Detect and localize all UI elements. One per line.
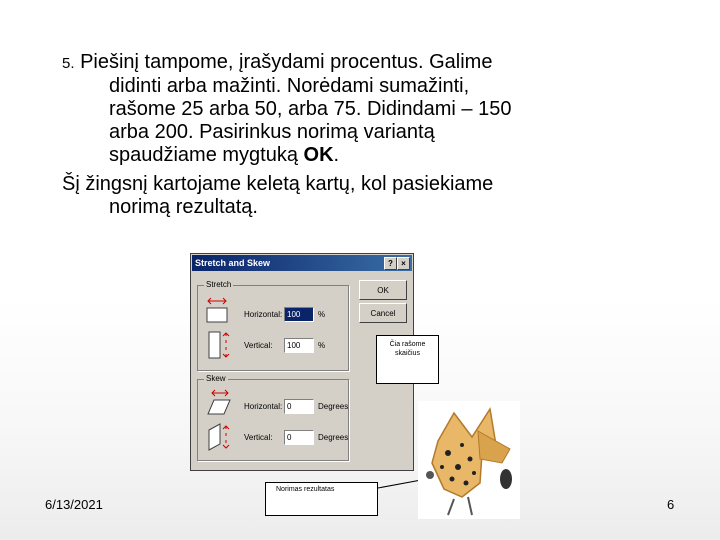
help-button[interactable]: ? [384, 257, 397, 270]
line-1-text: Piešinį tampome, įrašydami procentus. Galime [80, 51, 493, 73]
stretch-vertical-label: Vertical: [244, 341, 273, 350]
close-button[interactable]: × [397, 257, 410, 270]
item-number: 5. [62, 55, 75, 72]
ok-button[interactable]: OK [359, 280, 407, 300]
skew-group [197, 374, 349, 461]
stretch-vertical-unit: % [318, 341, 326, 350]
stretch-horizontal-label: Horizontal: [244, 310, 283, 319]
footer-date: 6/13/2021 [45, 497, 103, 512]
result-picture [418, 401, 520, 519]
footer-page-number: 6 [667, 497, 675, 512]
skew-horizontal-icon [206, 388, 232, 416]
stretch-horizontal-icon [206, 296, 228, 324]
skew-vertical-input[interactable]: 0 [284, 430, 314, 445]
stretch-vertical-input[interactable]: 100 [284, 338, 314, 353]
skew-vertical-unit: Degrees [318, 433, 349, 442]
skew-horizontal-input[interactable]: 0 [284, 399, 314, 414]
dialog-titlebar [192, 255, 412, 271]
line-5-prefix: spaudžiame mygtuką [109, 144, 298, 166]
stretch-horizontal-unit: % [318, 310, 326, 319]
ok-emphasis: OK [303, 144, 334, 166]
skew-vertical-icon [206, 422, 232, 452]
callout-numbers: Čia rašome skaičius [376, 335, 439, 384]
stretch-group-label: Stretch [206, 280, 232, 289]
stretch-group [197, 280, 349, 371]
skew-vertical-label: Vertical: [244, 433, 273, 442]
line-5-suffix: . [333, 144, 340, 166]
text-line-3: rašome 25 arba 50, arba 75. Didindami – 150 [109, 98, 512, 120]
dialog-title: Stretch and Skew [195, 258, 271, 268]
text-line-7: norimą rezultatą. [109, 196, 258, 218]
text-line-6: Šį žingsnį kartojame keletą kartų, kol pasiekiame [62, 173, 494, 195]
stretch-vertical-icon [206, 330, 232, 360]
callout-result: Norimas rezultatas [265, 482, 378, 516]
skew-group-label: Skew [206, 374, 226, 383]
stretch-horizontal-input[interactable]: 100 [284, 307, 314, 322]
cancel-button[interactable]: Cancel [359, 303, 407, 323]
text-line-2: didinti arba mažinti. Norėdami sumažinti, [109, 75, 470, 97]
skew-horizontal-unit: Degrees [318, 402, 349, 411]
text-line-4: arba 200. Pasirinkus norimą variantą [109, 121, 435, 143]
skew-horizontal-label: Horizontal: [244, 402, 283, 411]
